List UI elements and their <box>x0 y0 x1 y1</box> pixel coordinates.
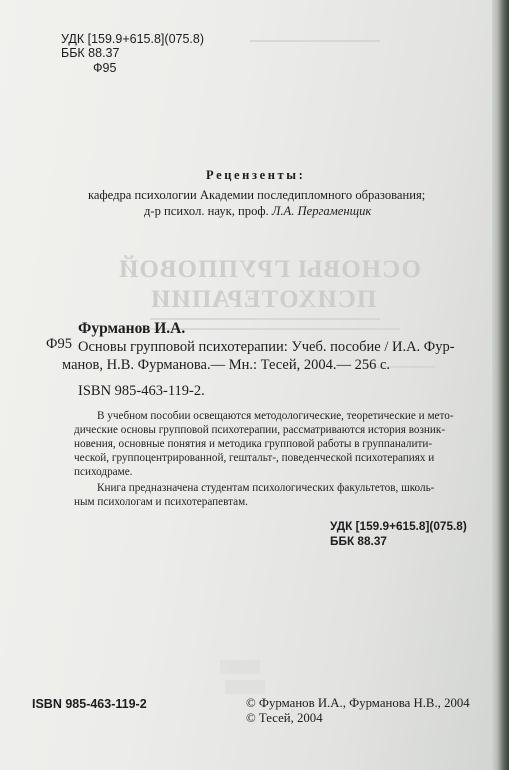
show-through-title-2: ПСИХОТЕРАПИИ <box>150 286 377 313</box>
top-udk: УДК [159.9+615.8](075.8) <box>61 32 205 46</box>
top-bbk: ББК 88.37 <box>61 46 120 60</box>
copyright-publisher: © Тесей, 2004 <box>246 711 323 725</box>
annotation-line: психодраме. <box>74 466 133 478</box>
show-through-title-1: ОСНОВЫ ГРУППОВОЙ <box>118 256 421 283</box>
author: Фурманов И.А. <box>78 320 186 337</box>
annotation-line: новения, основные понятия и методика групповой работы в группаналити- <box>74 438 433 450</box>
annotation-line: ным психологам и психотерапевтам. <box>74 496 248 508</box>
bottom-udk: УДК [159.9+615.8](075.8) <box>330 519 467 533</box>
bib-code: Ф95 <box>46 336 72 352</box>
annotation-line: дические основы групповой психотерапии, рассматриваются история возник- <box>74 424 446 436</box>
show-through-line <box>225 680 265 694</box>
top-code: Ф95 <box>93 61 117 75</box>
reviewers-line-1: кафедра психологии Академии последипломного образования; <box>88 188 426 202</box>
bib-line-2: манов, Н.В. Фурманова.— Мн.: Тесей, 2004.— 256 с. <box>62 357 391 373</box>
annotation-paragraph-1 <box>74 409 472 479</box>
bib-isbn: ISBN 985-463-119-2. <box>78 383 205 399</box>
footer-isbn: ISBN 985-463-119-2 <box>32 697 147 711</box>
page-edge-background <box>492 0 509 770</box>
bottom-bbk: ББК 88.37 <box>330 534 387 548</box>
reviewer-name: Л.А. Пергаменщик <box>271 204 372 218</box>
annotation-line: Книга предназначена студентам психологических факультетов, школь- <box>97 482 435 494</box>
show-through-line <box>250 40 380 42</box>
show-through-line <box>220 660 260 674</box>
reviewer-title: д-р психол. наук, проф. <box>144 204 269 218</box>
annotation-line: ческой, группоцентрированной, гештальт-, поведенческой психотерапиях и <box>74 452 435 464</box>
bib-line-1: Основы групповой психотерапии: Учеб. пособие / И.А. Фур- <box>78 339 455 355</box>
copyright-authors: © Фурманов И.А., Фурманова Н.В., 2004 <box>246 696 470 710</box>
annotation-paragraph-2 <box>74 481 472 509</box>
annotation-line: В учебном пособии освещаются методологические, теоретические и мето- <box>97 410 454 422</box>
reviewers-line-2 <box>144 205 371 218</box>
reviewers-heading: Рецензенты: <box>206 168 306 182</box>
